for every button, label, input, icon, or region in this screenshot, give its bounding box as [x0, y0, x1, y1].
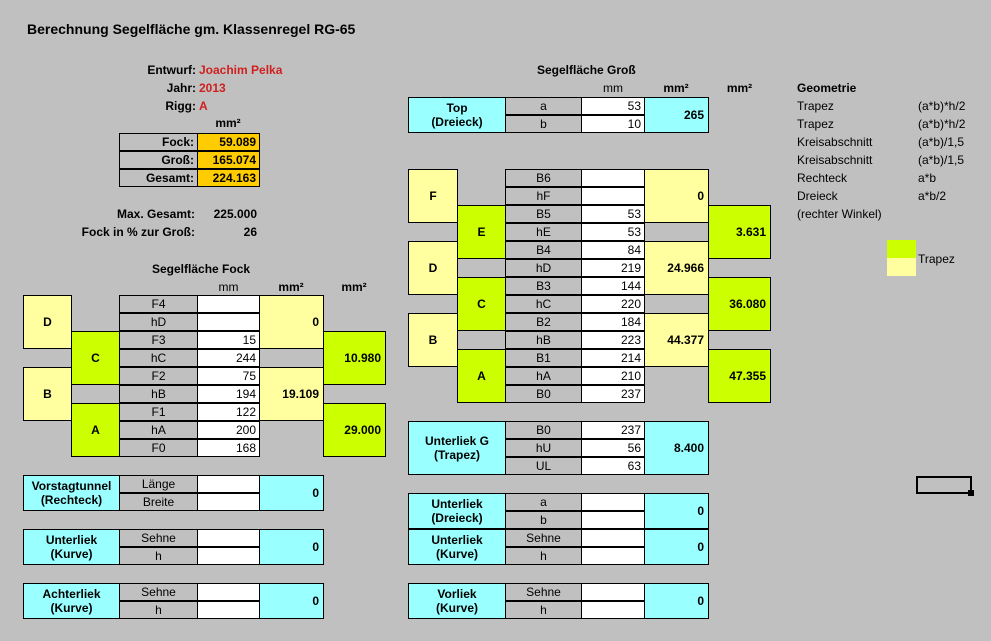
- geometry-formula: (a*b)*h/2: [918, 99, 966, 113]
- gross-extra-unterliek-kurve-v1[interactable]: [581, 529, 645, 547]
- gross-extra-unterliek-dreieck: Unterliek (Dreieck): [408, 493, 506, 529]
- gross-row-value[interactable]: 219: [581, 259, 645, 277]
- fock-extra-achterliek: Achterliek (Kurve): [23, 583, 120, 619]
- legend-yellow-swatch: [887, 258, 916, 276]
- geometry-name: Kreisabschnitt: [797, 135, 873, 149]
- fock-row-label: hA: [119, 421, 198, 439]
- gross-row-label: hD: [505, 259, 582, 277]
- summary-gesamt-label: Gesamt:: [119, 169, 198, 187]
- gross-extra-unterliek-dreieck-p1: a: [505, 493, 582, 511]
- fock-extra-vorstagtunnel-v1[interactable]: [197, 475, 260, 493]
- unterliek-g-value-b0[interactable]: 237: [581, 421, 645, 439]
- gross-col-mm: mm: [603, 81, 623, 95]
- unterliek-g-name: Unterliek G (Trapez): [408, 421, 506, 475]
- gross-row-value[interactable]: 84: [581, 241, 645, 259]
- fock-row-label: F2: [119, 367, 198, 385]
- jahr-label: Jahr:: [166, 81, 196, 95]
- fock-extra-vorstagtunnel-p1: Länge: [119, 475, 198, 493]
- gross-top-result: 265: [644, 97, 709, 133]
- geometry-formula: (a*b)*h/2: [918, 117, 966, 131]
- geometry-title: Geometrie: [797, 81, 857, 95]
- geometry-formula: (a*b)/1,5: [918, 135, 965, 149]
- gross-area-e: 3.631: [708, 205, 771, 259]
- fock-extra-vorstagtunnel-p2: Breite: [119, 493, 198, 511]
- gross-row-value[interactable]: 237: [581, 385, 645, 403]
- gross-row-label: B0: [505, 385, 582, 403]
- fock-extra-vorstagtunnel-result: 0: [259, 475, 324, 511]
- gross-row-label: hE: [505, 223, 582, 241]
- summary-gross-value[interactable]: 165.074: [197, 151, 260, 169]
- fock-col-mm2a: mm²: [278, 280, 304, 294]
- gross-section-f: F: [408, 169, 458, 223]
- fock-extra-vorstagtunnel-v2[interactable]: [197, 493, 260, 511]
- geometry-name: Trapez: [797, 117, 834, 131]
- fock-extra-achterliek-p2: h: [119, 601, 198, 619]
- fock-row-value[interactable]: [197, 313, 260, 331]
- geometry-name: Kreisabschnitt: [797, 153, 873, 167]
- fock-extra-achterliek-v1[interactable]: [197, 583, 260, 601]
- gross-section-d: D: [408, 241, 458, 295]
- active-cell-cursor[interactable]: [916, 476, 972, 494]
- gross-row-value[interactable]: [581, 169, 645, 187]
- gross-extra-unterliek-dreieck-p2: b: [505, 511, 582, 529]
- fock-extra-unterliek-p2: h: [119, 547, 198, 565]
- geometry-name: Rechteck: [797, 171, 848, 185]
- fock-col-mm: mm: [218, 280, 239, 294]
- gross-section-b: B: [408, 313, 458, 367]
- fill-handle[interactable]: [968, 490, 974, 496]
- summary-gross-label: Groß:: [119, 151, 198, 169]
- fock-row-value[interactable]: 200: [197, 421, 260, 439]
- fock-section-d: D: [23, 295, 72, 349]
- gross-row-value[interactable]: 184: [581, 313, 645, 331]
- fock-col-mm2b: mm²: [341, 280, 367, 294]
- legend-label: Trapez: [918, 252, 955, 266]
- fock-extra-unterliek-v1[interactable]: [197, 529, 260, 547]
- gross-row-value[interactable]: 223: [581, 331, 645, 349]
- fock-row-label: F4: [119, 295, 198, 313]
- fock-pct-value: 26: [243, 225, 257, 239]
- entwurf-label: Entwurf:: [147, 63, 196, 77]
- fock-row-label: F1: [119, 403, 198, 421]
- gross-col-mm2a: mm²: [663, 81, 689, 95]
- gross-row-value[interactable]: 220: [581, 295, 645, 313]
- gross-extra-unterliek-dreieck-result: 0: [644, 493, 709, 529]
- gross-row-label: hC: [505, 295, 582, 313]
- gross-row-label: hB: [505, 331, 582, 349]
- gross-top-name: Top (Dreieck): [408, 97, 506, 133]
- fock-row-value[interactable]: 244: [197, 349, 260, 367]
- gross-area-b: 44.377: [644, 313, 709, 367]
- fock-extra-unterliek-v2[interactable]: [197, 547, 260, 565]
- fock-row-value[interactable]: 122: [197, 403, 260, 421]
- gross-extra-vorliek: Vorliek (Kurve): [408, 583, 506, 619]
- fock-row-label: F3: [119, 331, 198, 349]
- gross-row-label: B6: [505, 169, 582, 187]
- gross-extra-unterliek-dreieck-v1[interactable]: [581, 493, 645, 511]
- gross-row-value[interactable]: 210: [581, 367, 645, 385]
- gross-section-a: A: [457, 349, 506, 403]
- gross-extra-unterliek-kurve-v2[interactable]: [581, 547, 645, 565]
- gross-extra-unterliek-kurve-result: 0: [644, 529, 709, 565]
- gross-row-value[interactable]: [581, 187, 645, 205]
- gross-row-value[interactable]: 53: [581, 205, 645, 223]
- gross-row-label: B5: [505, 205, 582, 223]
- fock-row-value[interactable]: 168: [197, 439, 260, 457]
- geometry-name: Trapez: [797, 99, 834, 113]
- fock-extra-unterliek-result: 0: [259, 529, 324, 565]
- fock-area-d: 0: [259, 295, 324, 349]
- summary-fock-value[interactable]: 59.089: [197, 133, 260, 151]
- geometry-note: (rechter Winkel): [797, 207, 882, 221]
- gross-area-f: 0: [644, 169, 709, 223]
- fock-extra-unterliek-p1: Sehne: [119, 529, 198, 547]
- gross-extra-unterliek-dreieck-v2[interactable]: [581, 511, 645, 529]
- gross-row-value[interactable]: 214: [581, 349, 645, 367]
- gross-col-mm2b: mm²: [726, 81, 753, 95]
- fock-row-label: hD: [119, 313, 198, 331]
- rigg-label: Rigg:: [165, 99, 196, 113]
- fock-row-label: hB: [119, 385, 198, 403]
- fock-extra-achterliek-result: 0: [259, 583, 324, 619]
- gross-row-label: hA: [505, 367, 582, 385]
- gross-extra-unterliek-kurve: Unterliek (Kurve): [408, 529, 506, 565]
- gross-top-b-label: b: [505, 115, 582, 133]
- unterliek-g-value-hu[interactable]: 56: [581, 439, 645, 457]
- gross-section-e: E: [457, 205, 506, 259]
- gross-top-a-value[interactable]: 53: [581, 97, 645, 115]
- gross-area-d: 24.966: [644, 241, 709, 295]
- fock-extra-achterliek-v2[interactable]: [197, 601, 260, 619]
- fock-section-a: A: [71, 403, 120, 457]
- gross-extra-vorliek-p1: Sehne: [505, 583, 582, 601]
- fock-area-a: 29.000: [323, 403, 386, 457]
- fock-row-value[interactable]: [197, 295, 260, 313]
- fock-row-value[interactable]: 15: [197, 331, 260, 349]
- gross-extra-vorliek-v2[interactable]: [581, 601, 645, 619]
- unterliek-g-result: 8.400: [644, 421, 709, 475]
- unterliek-g-label-hu: hU: [505, 439, 582, 457]
- entwurf-value[interactable]: Joachim Pelka: [199, 63, 283, 77]
- fock-extra-unterliek: Unterliek (Kurve): [23, 529, 120, 565]
- fock-row-value[interactable]: 194: [197, 385, 260, 403]
- gross-extra-vorliek-v1[interactable]: [581, 583, 645, 601]
- gross-row-label: hF: [505, 187, 582, 205]
- unterliek-g-label-b0: B0: [505, 421, 582, 439]
- rigg-value[interactable]: A: [199, 99, 208, 113]
- gross-extra-vorliek-result: 0: [644, 583, 709, 619]
- fock-extra-achterliek-p1: Sehne: [119, 583, 198, 601]
- fock-row-label: F0: [119, 439, 198, 457]
- gross-top-a-label: a: [505, 97, 582, 115]
- geometry-formula: (a*b)/1,5: [918, 153, 965, 167]
- geometry-formula: a*b/2: [918, 189, 947, 203]
- gross-row-label: B1: [505, 349, 582, 367]
- fock-extra-vorstagtunnel: Vorstagtunnel (Rechteck): [23, 475, 120, 511]
- gross-row-label: B2: [505, 313, 582, 331]
- fock-pct-label: Fock in % zur Groß:: [81, 225, 195, 239]
- gross-row-value[interactable]: 144: [581, 277, 645, 295]
- fock-section-c: C: [71, 331, 120, 385]
- gross-top-b-value[interactable]: 10: [581, 115, 645, 133]
- gross-title: Segelfläche Groß: [537, 63, 636, 77]
- fock-title: Segelfläche Fock: [152, 262, 251, 276]
- gross-extra-unterliek-kurve-p1: Sehne: [505, 529, 582, 547]
- fock-section-b: B: [23, 367, 72, 421]
- geometry-name: Dreieck: [797, 189, 838, 203]
- max-gesamt-value: 225.000: [213, 207, 257, 221]
- fock-area-b: 19.109: [259, 367, 324, 421]
- legend-green-swatch: [887, 240, 916, 258]
- gross-extra-vorliek-p2: h: [505, 601, 582, 619]
- gross-row-label: B3: [505, 277, 582, 295]
- fock-row-value[interactable]: 75: [197, 367, 260, 385]
- gross-area-c: 36.080: [708, 277, 771, 331]
- summary-unit: mm²: [215, 116, 241, 130]
- gross-area-a: 47.355: [708, 349, 771, 403]
- gross-section-c: C: [457, 277, 506, 331]
- fock-area-c: 10.980: [323, 331, 386, 385]
- geometry-formula: a*b: [918, 171, 937, 185]
- gross-row-label: B4: [505, 241, 582, 259]
- unterliek-g-value-ul[interactable]: 63: [581, 457, 645, 475]
- summary-fock-label: Fock:: [119, 133, 198, 151]
- page-title: Berechnung Segelfläche gm. Klassenregel RG-65: [27, 21, 356, 37]
- summary-gesamt-value[interactable]: 224.163: [197, 169, 260, 187]
- fock-row-label: hC: [119, 349, 198, 367]
- gross-extra-unterliek-kurve-p2: h: [505, 547, 582, 565]
- jahr-value[interactable]: 2013: [199, 81, 226, 95]
- unterliek-g-label-ul: UL: [505, 457, 582, 475]
- max-gesamt-label: Max. Gesamt:: [116, 207, 195, 221]
- gross-row-value[interactable]: 53: [581, 223, 645, 241]
